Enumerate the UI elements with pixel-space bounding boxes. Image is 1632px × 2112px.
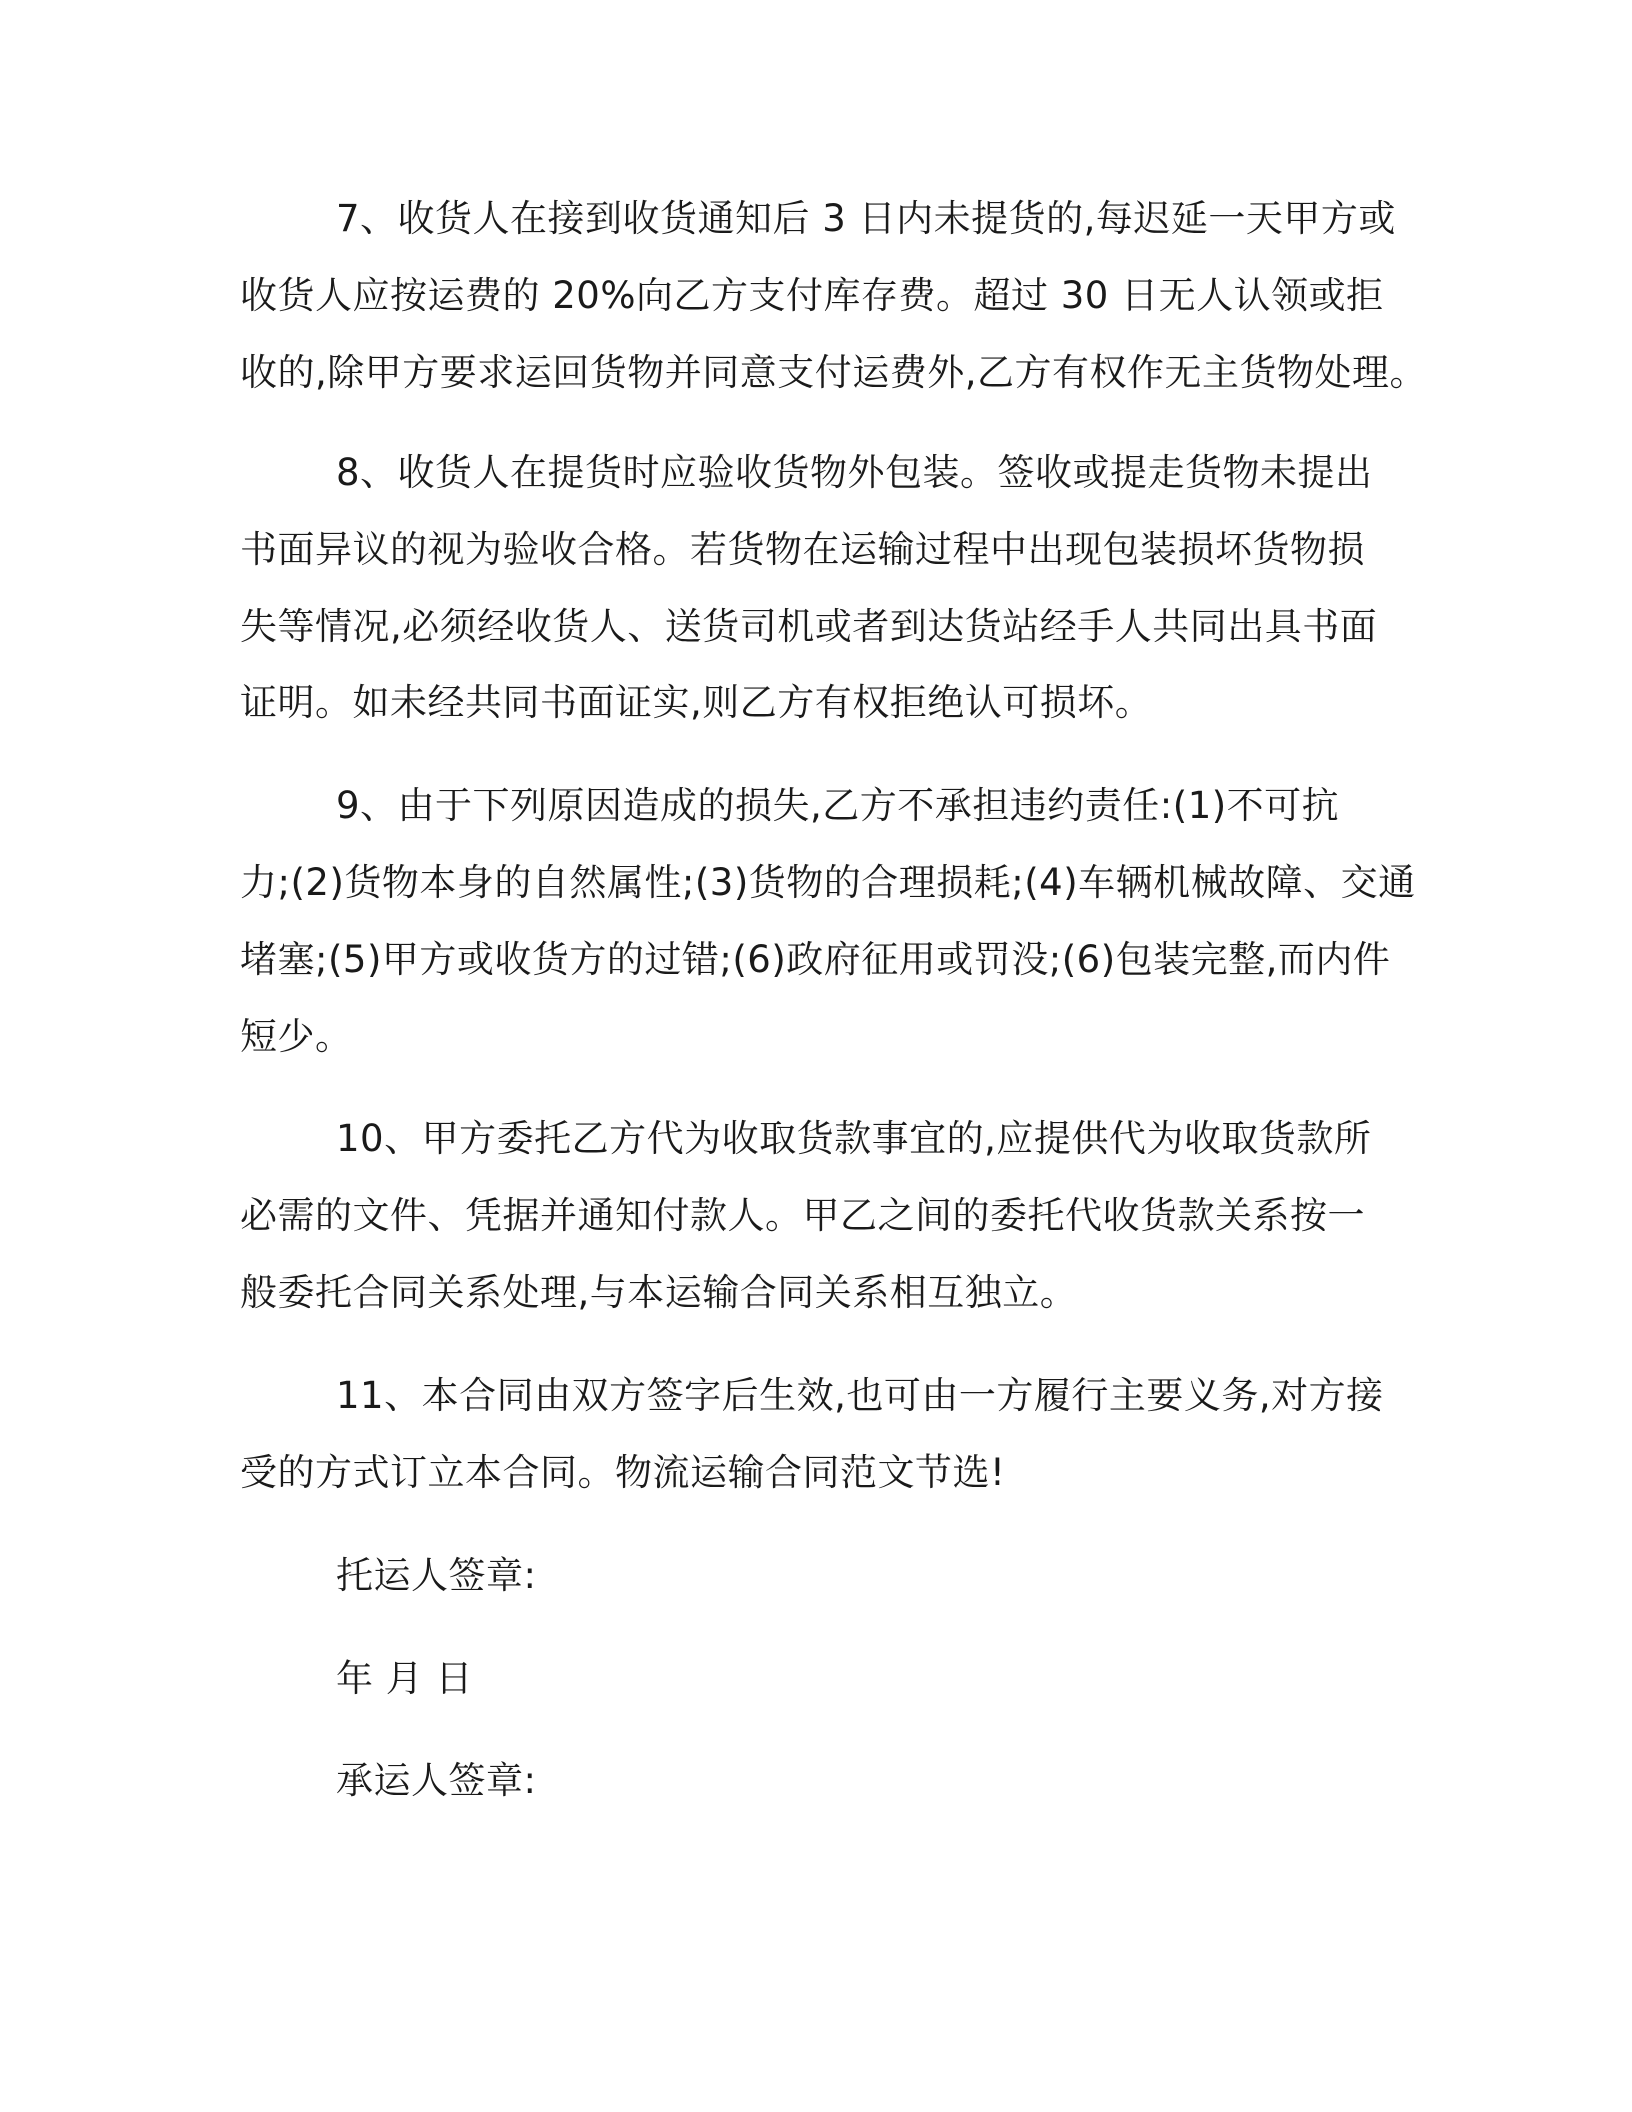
clause-8-line-1: 8、收货人在提货时应验收货物外包装。签收或提走货物未提出 [336, 451, 1373, 494]
clause-7-line-1: 7、收货人在接到收货通知后 3 日内未提货的,每迟延一天甲方或 [336, 197, 1396, 240]
clause-7-line-3: 收的,除甲方要求运回货物并同意支付运费外,乙方有权作无主货物处理。 [240, 351, 1428, 394]
clause-9-line-1: 9、由于下列原因造成的损失,乙方不承担违约责任:(1)不可抗 [336, 784, 1340, 827]
clause-10-line-1: 10、甲方委托乙方代为收取货款事宜的,应提供代为收取货款所 [336, 1117, 1372, 1160]
date-label: 年 月 日 [336, 1657, 474, 1700]
clause-8-line-2: 书面异议的视为验收合格。若货物在运输过程中出现包装损坏货物损 [240, 528, 1365, 571]
clause-9-line-3: 堵塞;(5)甲方或收货方的过错;(6)政府征用或罚没;(6)包装完整,而内件 [240, 938, 1391, 981]
clause-10-line-2: 必需的文件、凭据并通知付款人。甲乙之间的委托代收货款关系按一 [240, 1194, 1365, 1237]
clause-11-line-2: 受的方式订立本合同。物流运输合同范文节选! [240, 1451, 1006, 1494]
clause-10-line-3: 般委托合同关系处理,与本运输合同关系相互独立。 [240, 1271, 1078, 1314]
shipper-signature-label: 托运人签章: [336, 1554, 537, 1597]
clause-9-line-2: 力;(2)货物本身的自然属性;(3)货物的合理损耗;(4)车辆机械故障、交通 [240, 861, 1416, 904]
clause-9-line-4: 短少。 [240, 1015, 353, 1058]
clause-11-line-1: 11、本合同由双方签字后生效,也可由一方履行主要义务,对方接 [336, 1374, 1384, 1417]
clause-8-line-3: 失等情况,必须经收货人、送货司机或者到达货站经手人共同出具书面 [240, 605, 1378, 648]
clause-8-line-4: 证明。如未经共同书面证实,则乙方有权拒绝认可损坏。 [240, 681, 1153, 724]
carrier-signature-label: 承运人签章: [336, 1759, 537, 1802]
clause-7-line-2: 收货人应按运费的 20%向乙方支付库存费。超过 30 日无人认领或拒 [240, 274, 1384, 317]
